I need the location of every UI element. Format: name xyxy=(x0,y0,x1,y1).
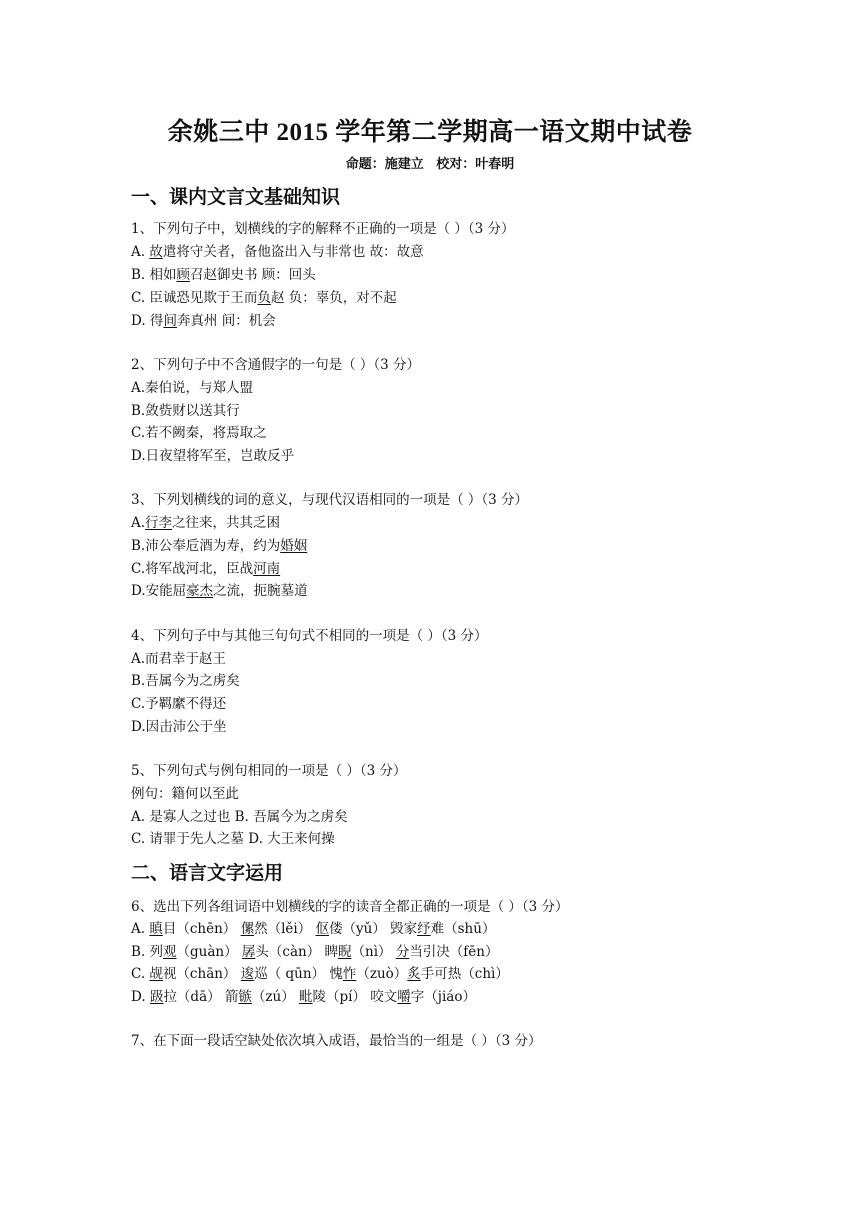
exam-credits xyxy=(0,153,860,172)
q6-option-c xyxy=(131,965,509,983)
option-text: A. xyxy=(131,921,150,937)
option-text: 拉（dā） 箭 xyxy=(163,989,239,1005)
option-text: 字（jiáo） xyxy=(410,989,476,1005)
underlined-char: 观 xyxy=(163,944,177,960)
q3-option-c: C.将军战河北，臣战河南 xyxy=(131,561,281,577)
underlined-char: 镞 xyxy=(238,989,252,1005)
underlined-char: 负 xyxy=(257,290,271,306)
option-text: 当引决（fēn） xyxy=(409,944,499,960)
underlined-word: 婚姻 xyxy=(280,538,308,554)
checker-label: 校对：叶春明 xyxy=(436,157,515,172)
underlined-char: 间 xyxy=(163,313,177,329)
q6-stem: 6、选出下列各组词语中划横线的字的读音全都正确的一项是（ ）（3 分） xyxy=(131,899,569,915)
underlined-char: 毗 xyxy=(299,989,313,1005)
underlined-char: 顾 xyxy=(176,267,191,283)
underlined-char: 分 xyxy=(395,944,410,960)
option-text: （zuò） xyxy=(356,966,408,982)
option-text: 头（càn） 睥 xyxy=(255,944,338,960)
q1-option-d: D. 得间奔真州 间：机会 xyxy=(131,313,276,329)
q3-stem: 3、下列划横线的词的意义，与现代汉语相同的一项是（ ）（3 分） xyxy=(131,492,529,508)
q3-option-a: A.行李之往来，共其乏困 xyxy=(131,515,281,531)
q5-options-ab: A. 是寡人之过也 B. 吾属今为之虏矣 xyxy=(131,809,348,825)
option-text: B. 列 xyxy=(131,944,164,960)
q7-stem: 7、在下面一段话空缺处依次填入成语，最恰当的一组是（ ）（3 分） xyxy=(131,1033,542,1049)
exam-title: 余姚三中 2015 学年第二学期高一语文期中试卷 xyxy=(167,119,693,146)
q1-option-c: C. 臣诚恐见欺于王而负赵 负：辜负，对不起 xyxy=(131,290,397,306)
q5-options-cd: C. 请罪于先人之墓 D. 大王来何操 xyxy=(131,831,335,847)
option-text: 陵（pí） 咬文 xyxy=(312,989,398,1005)
option-text: （guàn） xyxy=(176,944,242,960)
q4-option-c: C.予羁縻不得还 xyxy=(131,696,227,712)
q3-option-d: D.安能屈豪杰之流，扼腕墓道 xyxy=(131,583,308,599)
q2-option-a: A.秦伯说，与郑人盟 xyxy=(131,380,254,396)
underlined-char: 傫 xyxy=(240,921,255,937)
option-text: 目（chēn） xyxy=(162,921,241,937)
q4-option-a: A.而君幸于赵王 xyxy=(131,651,227,667)
option-text: C. xyxy=(131,966,150,982)
setter-label: 命题：施建立 xyxy=(345,157,424,172)
underlined-char: 故 xyxy=(149,244,163,260)
underlined-char: 瞋 xyxy=(149,921,163,937)
q4-option-d: D.因击沛公于坐 xyxy=(131,719,227,735)
q3-option-b: B.沛公奉卮酒为寿，约为婚姻 xyxy=(131,538,308,554)
q1-option-b: B. 相如顾召赵御史书 顾：回头 xyxy=(131,267,316,283)
q6-option-a xyxy=(131,920,495,938)
option-text: 偻（yǔ） 毁家 xyxy=(329,921,418,937)
option-text: 然（lěi） xyxy=(254,921,316,937)
underlined-word: 豪杰 xyxy=(186,583,214,599)
underlined-char: 炙 xyxy=(407,966,421,982)
underlined-char: 伛 xyxy=(315,921,329,937)
underlined-char: 觇 xyxy=(149,966,163,982)
underlined-word: 河南 xyxy=(253,561,281,577)
underlined-char: 嚼 xyxy=(397,989,411,1005)
underlined-char: 逡 xyxy=(240,966,255,982)
q1-stem: 1、下列句子中，划横线的字的解释不正确的一项是（ ）（3 分） xyxy=(131,221,515,237)
section-heading-1: 一、课内文言文基础知识 xyxy=(131,186,341,208)
option-text: D. xyxy=(131,989,150,1005)
q5-stem: 5、下列句式与例句相同的一项是（ ）（3 分） xyxy=(131,763,407,779)
q6-option-d xyxy=(131,988,476,1006)
underlined-char: 睨 xyxy=(338,944,352,960)
option-text: 视（chān） xyxy=(162,966,241,982)
q2-option-b: B.敛赀财以送其行 xyxy=(131,403,240,419)
q2-option-c: C.若不阙秦，将焉取之 xyxy=(131,425,267,441)
q2-option-d: D.日夜望将军至，岂敢反乎 xyxy=(131,448,295,464)
option-text: （zú） xyxy=(251,989,300,1005)
q4-option-b: B.吾属今为之虏矣 xyxy=(131,673,240,689)
q2-stem: 2、下列句子中不含通假字的一句是（ ）（3 分） xyxy=(131,357,421,373)
q1-option-a: A. 故遣将守关者，备他盗出入与非常也 故：故意 xyxy=(131,244,424,260)
underlined-char: 趿 xyxy=(149,989,164,1005)
underlined-word: 行李 xyxy=(145,515,173,531)
option-text: 难（shū） xyxy=(430,921,496,937)
underlined-char: 孱 xyxy=(241,944,256,960)
underlined-char: 纾 xyxy=(417,921,431,937)
option-text: （nì） xyxy=(351,944,396,960)
option-text: 巡（ qūn） 愧 xyxy=(254,966,343,982)
q6-option-b xyxy=(131,943,499,961)
section-heading-2: 二、语言文字运用 xyxy=(131,862,284,884)
underlined-char: 怍 xyxy=(342,966,357,982)
q5-example: 例句：籍何以至此 xyxy=(131,786,239,802)
q4-stem: 4、下列句子中与其他三句句式不相同的一项是（ ）（3 分） xyxy=(131,628,488,644)
option-text: 手可热（chì） xyxy=(420,966,509,982)
